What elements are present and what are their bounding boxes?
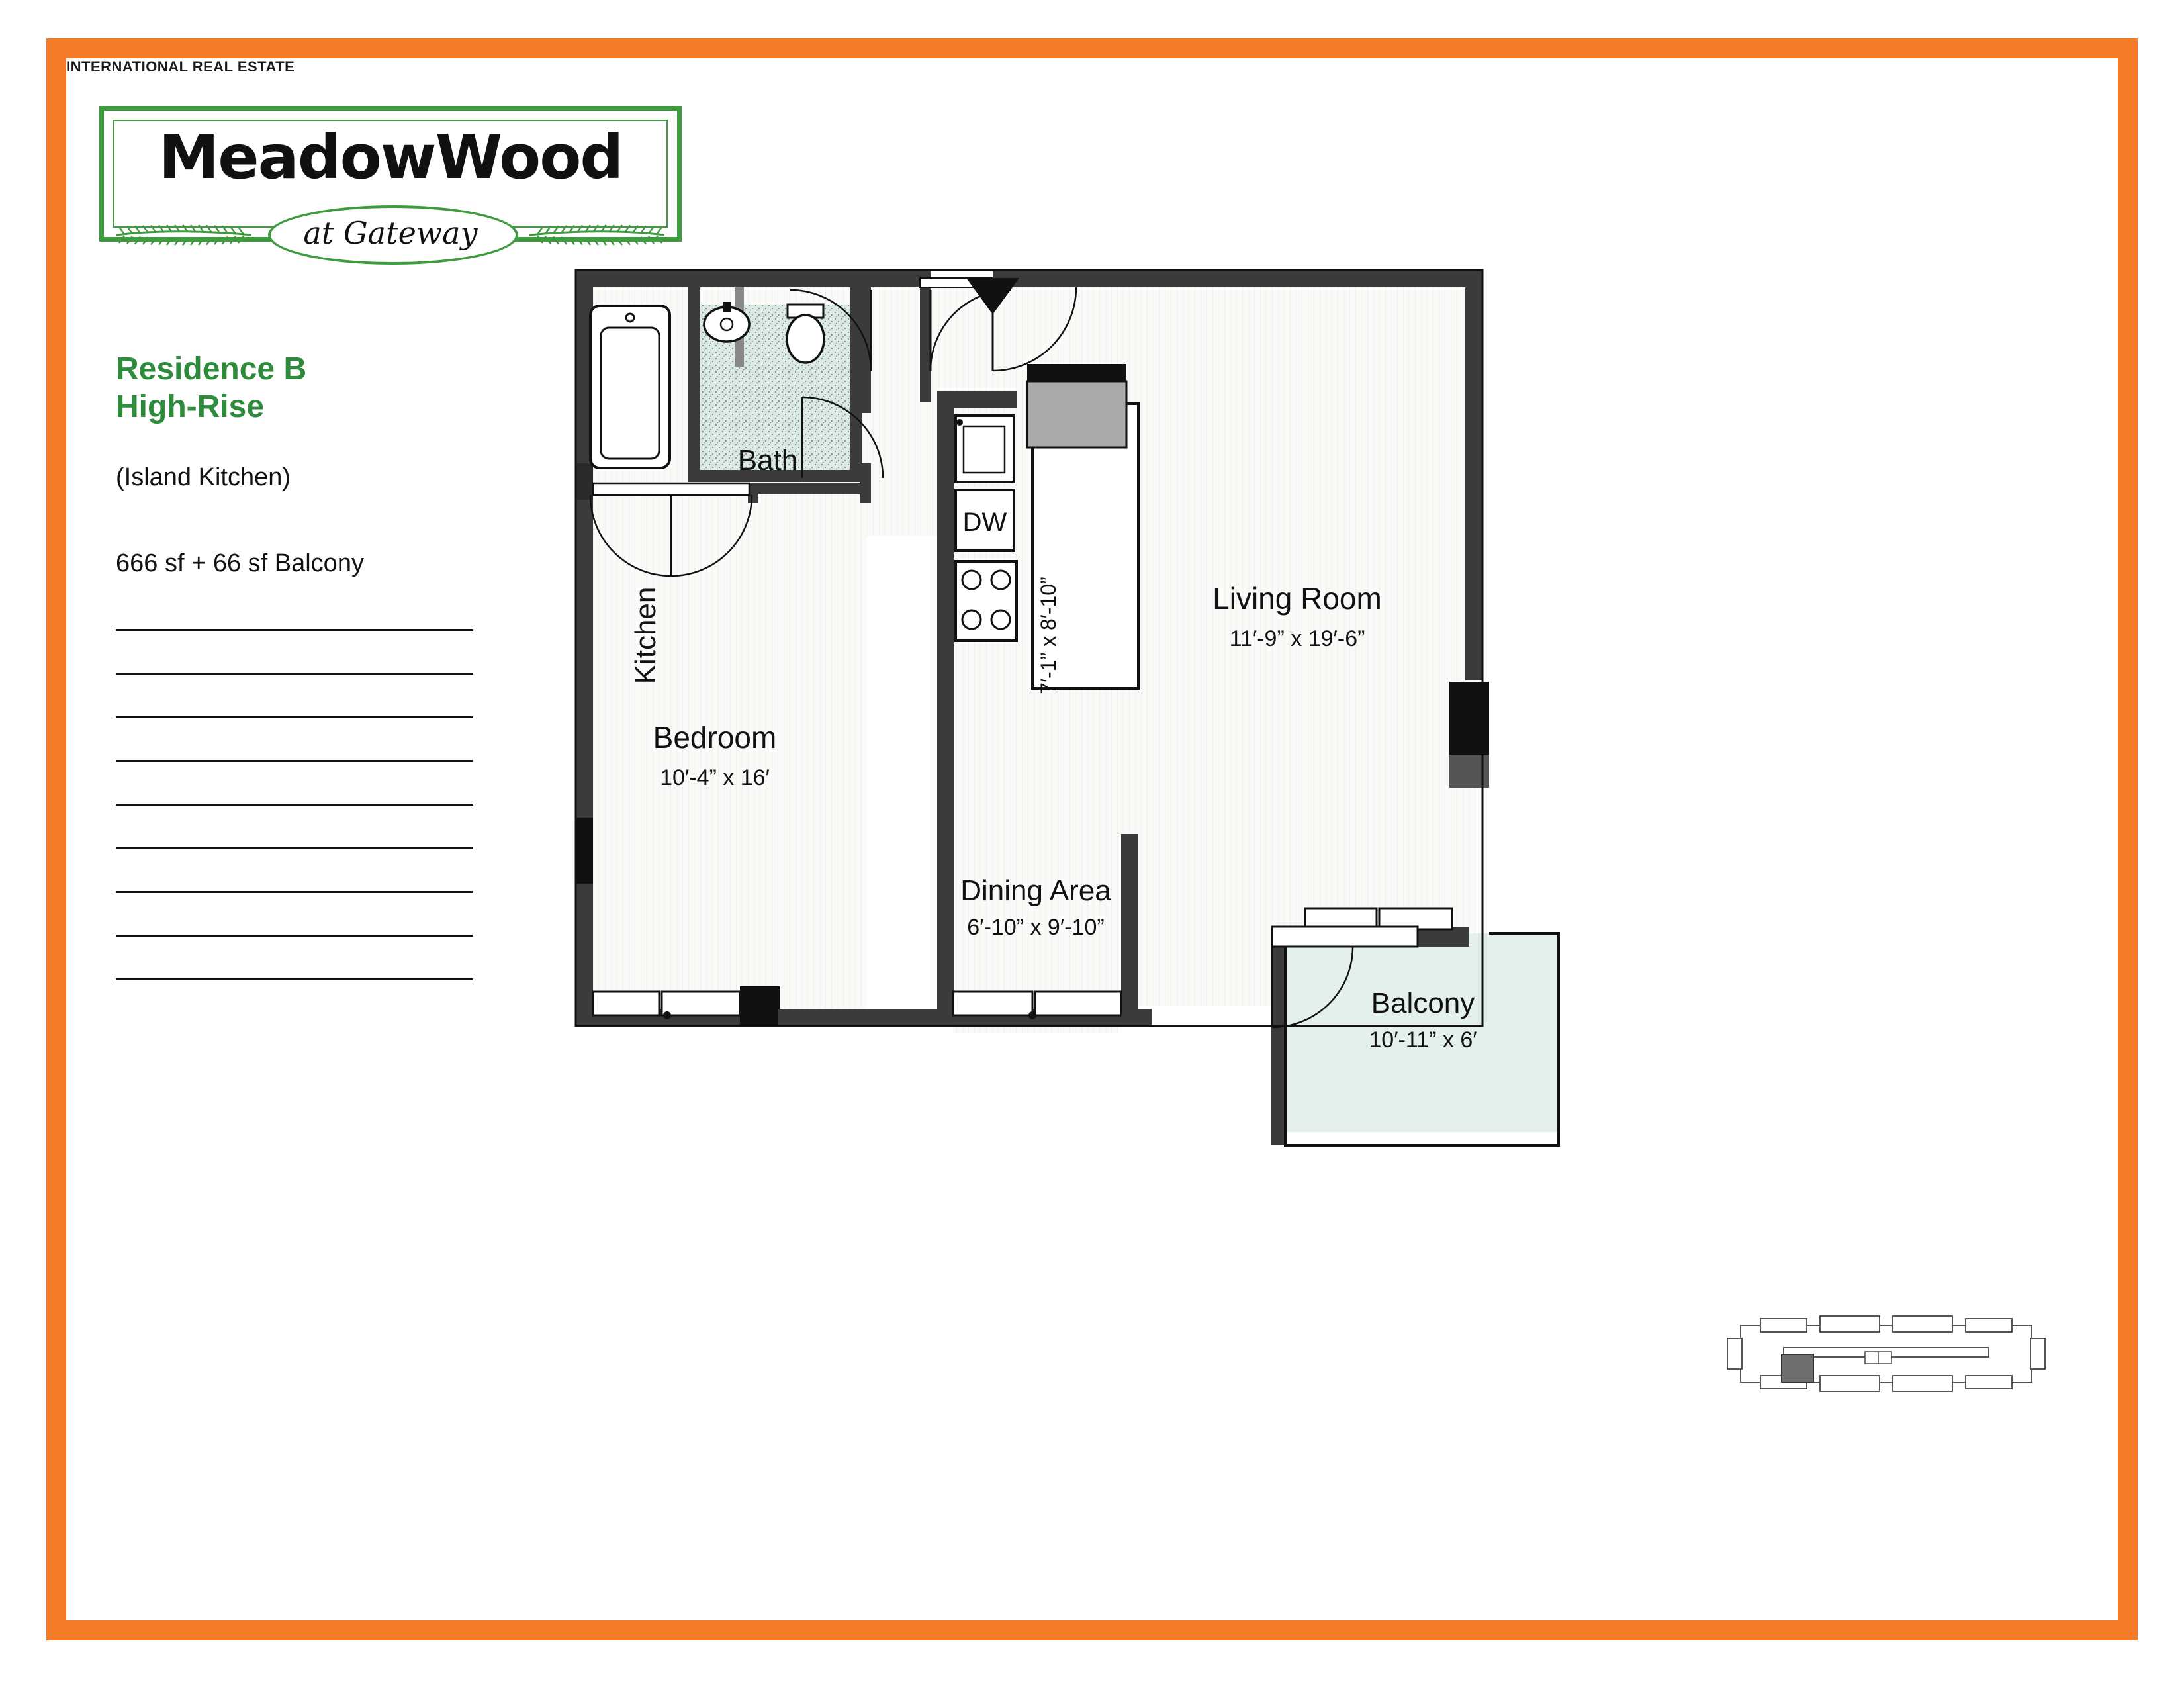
rule-line: [116, 760, 473, 762]
leaf-branch-right-icon: [524, 222, 670, 246]
room-dims-bedroom: 10′-4” x 16′: [660, 765, 770, 790]
room-label-bedroom: Bedroom: [653, 720, 777, 755]
key-plan-highlight-unit: [1782, 1354, 1813, 1382]
bathtub-icon: [590, 306, 670, 468]
kitchen-note: (Island Kitchen): [116, 463, 291, 491]
room-label-balcony: Balcony: [1371, 987, 1475, 1019]
rule-line: [116, 935, 473, 937]
company-tagline: INTERNATIONAL REAL ESTATE: [66, 58, 295, 75]
kitchen-sink-icon: [956, 416, 1014, 482]
logo-tagline: at Gateway: [303, 215, 478, 251]
rule-line: [116, 673, 473, 675]
key-plan: [1721, 1291, 2052, 1423]
toilet-icon: [787, 305, 824, 363]
window-dining: [953, 992, 1121, 1019]
window-bedroom: [593, 992, 740, 1019]
room-label-dining-area: Dining Area: [960, 874, 1111, 907]
residence-title: [116, 351, 306, 426]
room-dims-living-room: 11′-9” x 19′-6”: [1229, 626, 1365, 651]
rule-line: [116, 804, 473, 806]
rule-line: [116, 891, 473, 893]
dishwasher: [956, 490, 1014, 551]
residence-title-line1: Residence B: [116, 352, 307, 387]
dishwasher-label: DW: [962, 508, 1007, 537]
area-summary: 666 sf + 66 sf Balcony: [116, 549, 364, 577]
room-label-bath: Bath: [737, 444, 798, 477]
refrigerator: [1027, 364, 1126, 447]
floor-plan: [569, 265, 1734, 1324]
room-label-kitchen: Kitchen: [629, 586, 662, 684]
logo: [99, 106, 682, 265]
room-dims-dining-area: 6′-10” x 9′-10”: [967, 915, 1105, 940]
room-dims-kitchen: 7′-1” x 8′-10”: [1036, 577, 1060, 694]
room-dims-balcony: 10′-11” x 6′: [1369, 1027, 1477, 1053]
room-label-living-room: Living Room: [1212, 581, 1382, 616]
rule-line: [116, 629, 473, 631]
leaf-branch-left-icon: [111, 222, 257, 246]
rule-line: [116, 847, 473, 849]
logo-wordmark: MeadowWood: [158, 122, 623, 193]
rule-line: [116, 978, 473, 980]
rule-line: [116, 716, 473, 718]
notes-rule-lines: [116, 629, 473, 1022]
range-icon: [956, 561, 1017, 641]
residence-title-line2: High-Rise: [116, 389, 265, 424]
